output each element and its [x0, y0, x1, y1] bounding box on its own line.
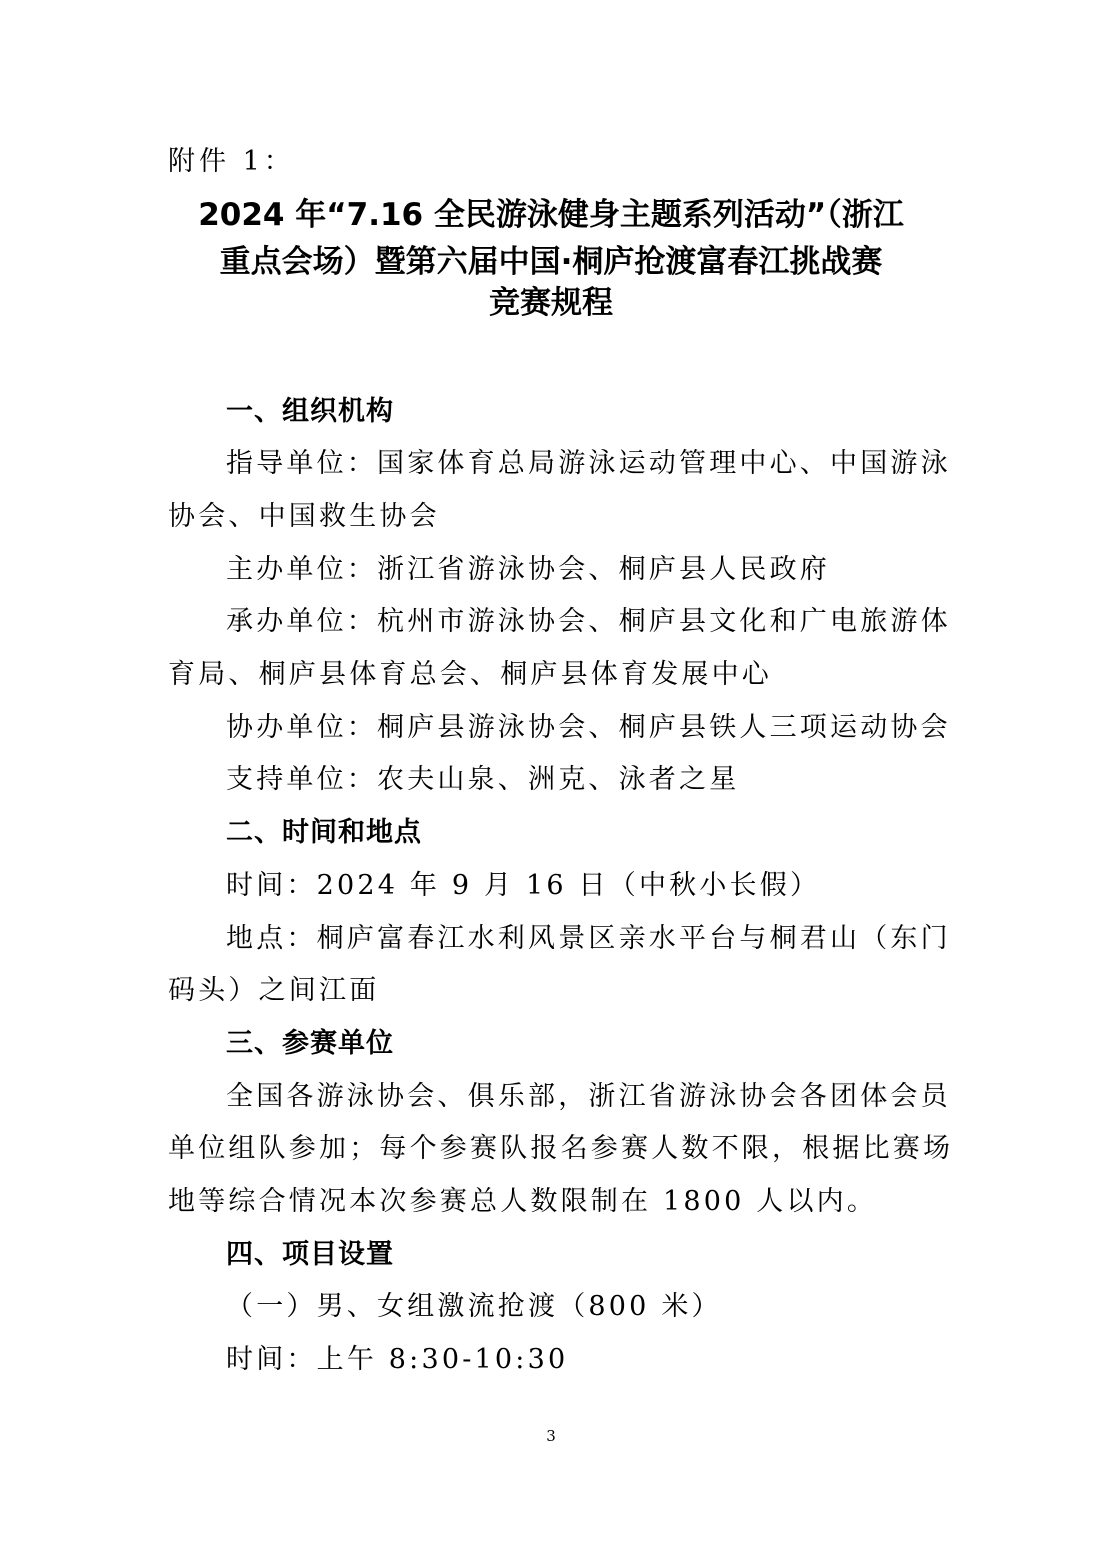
org-guide-line-1: 指导单位：国家体育总局游泳运动管理中心、中国游泳 [226, 448, 951, 479]
time-line: 时间：2024 年 9 月 16 日（中秋小长假） [226, 870, 821, 901]
title-line-3: 竞赛规程 [489, 285, 613, 321]
title-line-2: 重点会场）暨第六届中国·桐庐抢渡富春江挑战赛 [219, 244, 883, 280]
section-heading-org: 一、组织机构 [226, 396, 394, 427]
org-undertake-line-2: 育局、桐庐县体育总会、桐庐县体育发展中心 [168, 659, 772, 690]
section-heading-events: 四、项目设置 [226, 1239, 394, 1270]
units-text-line-2: 单位组队参加；每个参赛队报名参赛人数不限，根据比赛场 [168, 1133, 954, 1164]
units-text-line-1: 全国各游泳协会、俱乐部，浙江省游泳协会各团体会员 [226, 1081, 951, 1112]
org-support-line: 支持单位：农夫山泉、洲克、泳者之星 [226, 764, 740, 795]
org-host-line: 主办单位：浙江省游泳协会、桐庐县人民政府 [226, 554, 830, 585]
event-item-1: （一）男、女组激流抢渡（800 米） [226, 1291, 722, 1322]
event-item-1-time: 时间：上午 8:30-10:30 [226, 1344, 569, 1375]
section-heading-units: 三、参赛单位 [226, 1028, 394, 1059]
place-line-2: 码头）之间江面 [168, 975, 380, 1006]
attachment-label: 附件 1： [168, 146, 295, 177]
org-undertake-line-1: 承办单位：杭州市游泳协会、桐庐县文化和广电旅游体 [226, 606, 951, 637]
section-heading-time-place: 二、时间和地点 [226, 817, 422, 848]
place-line-1: 地点：桐庐富春江水利风景区亲水平台与桐君山（东门 [226, 923, 951, 954]
units-text-line-3: 地等综合情况本次参赛总人数限制在 1800 人以内。 [168, 1186, 878, 1217]
org-guide-line-2: 协会、中国救生协会 [168, 501, 440, 532]
page-number: 3 [546, 1427, 556, 1445]
org-assist-line: 协办单位：桐庐县游泳协会、桐庐县铁人三项运动协会 [226, 712, 951, 743]
title-line-1: 2024 年“7.16 全民游泳健身主题系列活动”（浙江 [198, 197, 904, 233]
